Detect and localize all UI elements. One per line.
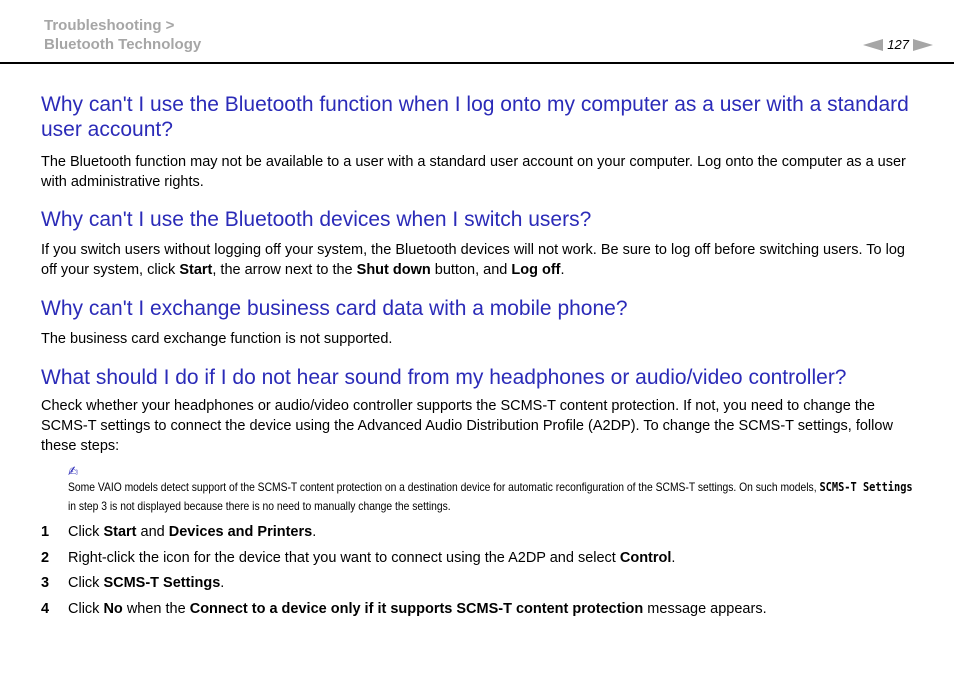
breadcrumb-item-troubleshooting[interactable]: Troubleshooting > (44, 17, 175, 34)
list-item: 1 Click Start and Devices and Printers. (41, 524, 317, 540)
previous-page-arrow-icon[interactable] (863, 39, 883, 51)
list-item: 3 Click SCMS-T Settings. (41, 575, 225, 591)
list-item: 2 Right-click the icon for the device that you want to connect using the A2DP and select Control. (41, 549, 676, 566)
scms-t-settings-label: SCMS-T Settings (819, 480, 913, 494)
list-item: 4 Click No when the Connect to a device only if it supports SCMS-T content protection message appears. (41, 600, 767, 617)
section-heading-standard-user: Why can't I use the Bluetooth function when I log onto my computer as a user with a standard user account? (41, 93, 909, 141)
next-page-arrow-icon[interactable] (913, 39, 933, 51)
shut-down-label: Shut down (356, 262, 431, 278)
pen-icon: ✍ (68, 463, 79, 479)
header-divider (0, 62, 954, 64)
log-off-label: Log off (511, 262, 561, 278)
section-body-no-sound: Check whether your headphones or audio/video controller supports the SCMS-T content protection. If not, you need to change the SCMS-T settings to connect the device using the Advanced Audio Distribution Profile (A2DP). To change the SCMS-T settings, follow these steps: (41, 398, 893, 454)
main-content (41, 92, 921, 626)
section-heading-switch-users: Why can't I use the Bluetooth devices when I switch users? (41, 208, 592, 231)
section-body-business-card: The business card exchange function is not supported. (41, 331, 393, 347)
page-number: 127 (887, 37, 909, 52)
breadcrumb-item-bluetooth[interactable]: Bluetooth Technology (44, 36, 202, 53)
start-label: Start (179, 262, 213, 278)
page-navigation (863, 37, 933, 52)
section-body-standard-user: The Bluetooth function may not be available to a user with a standard user account on your computer. Log onto the computer as a user with administrative rights. (41, 154, 906, 190)
section-body-switch-users: If you switch users without logging off your system, the Bluetooth devices will not work. Be sure to log off before switching users. To log off your system, click Start, the arrow next to the Shut down button, and Log off. (41, 242, 905, 278)
note: ✍ Some VAIO models detect support of the SCMS-T content protection on a destination device for automatic reconfiguration of the SCMS-T settings. On such models, SCMS-T Settings in step 3 is not displayed because there is no need to manually change the settings. (68, 464, 919, 516)
section-heading-no-sound: What should I do if I do not hear sound from my headphones or audio/video controller? (41, 366, 847, 389)
breadcrumb (44, 16, 201, 54)
section-heading-business-card: Why can't I exchange business card data with a mobile phone? (41, 297, 628, 320)
steps-list (41, 524, 921, 626)
